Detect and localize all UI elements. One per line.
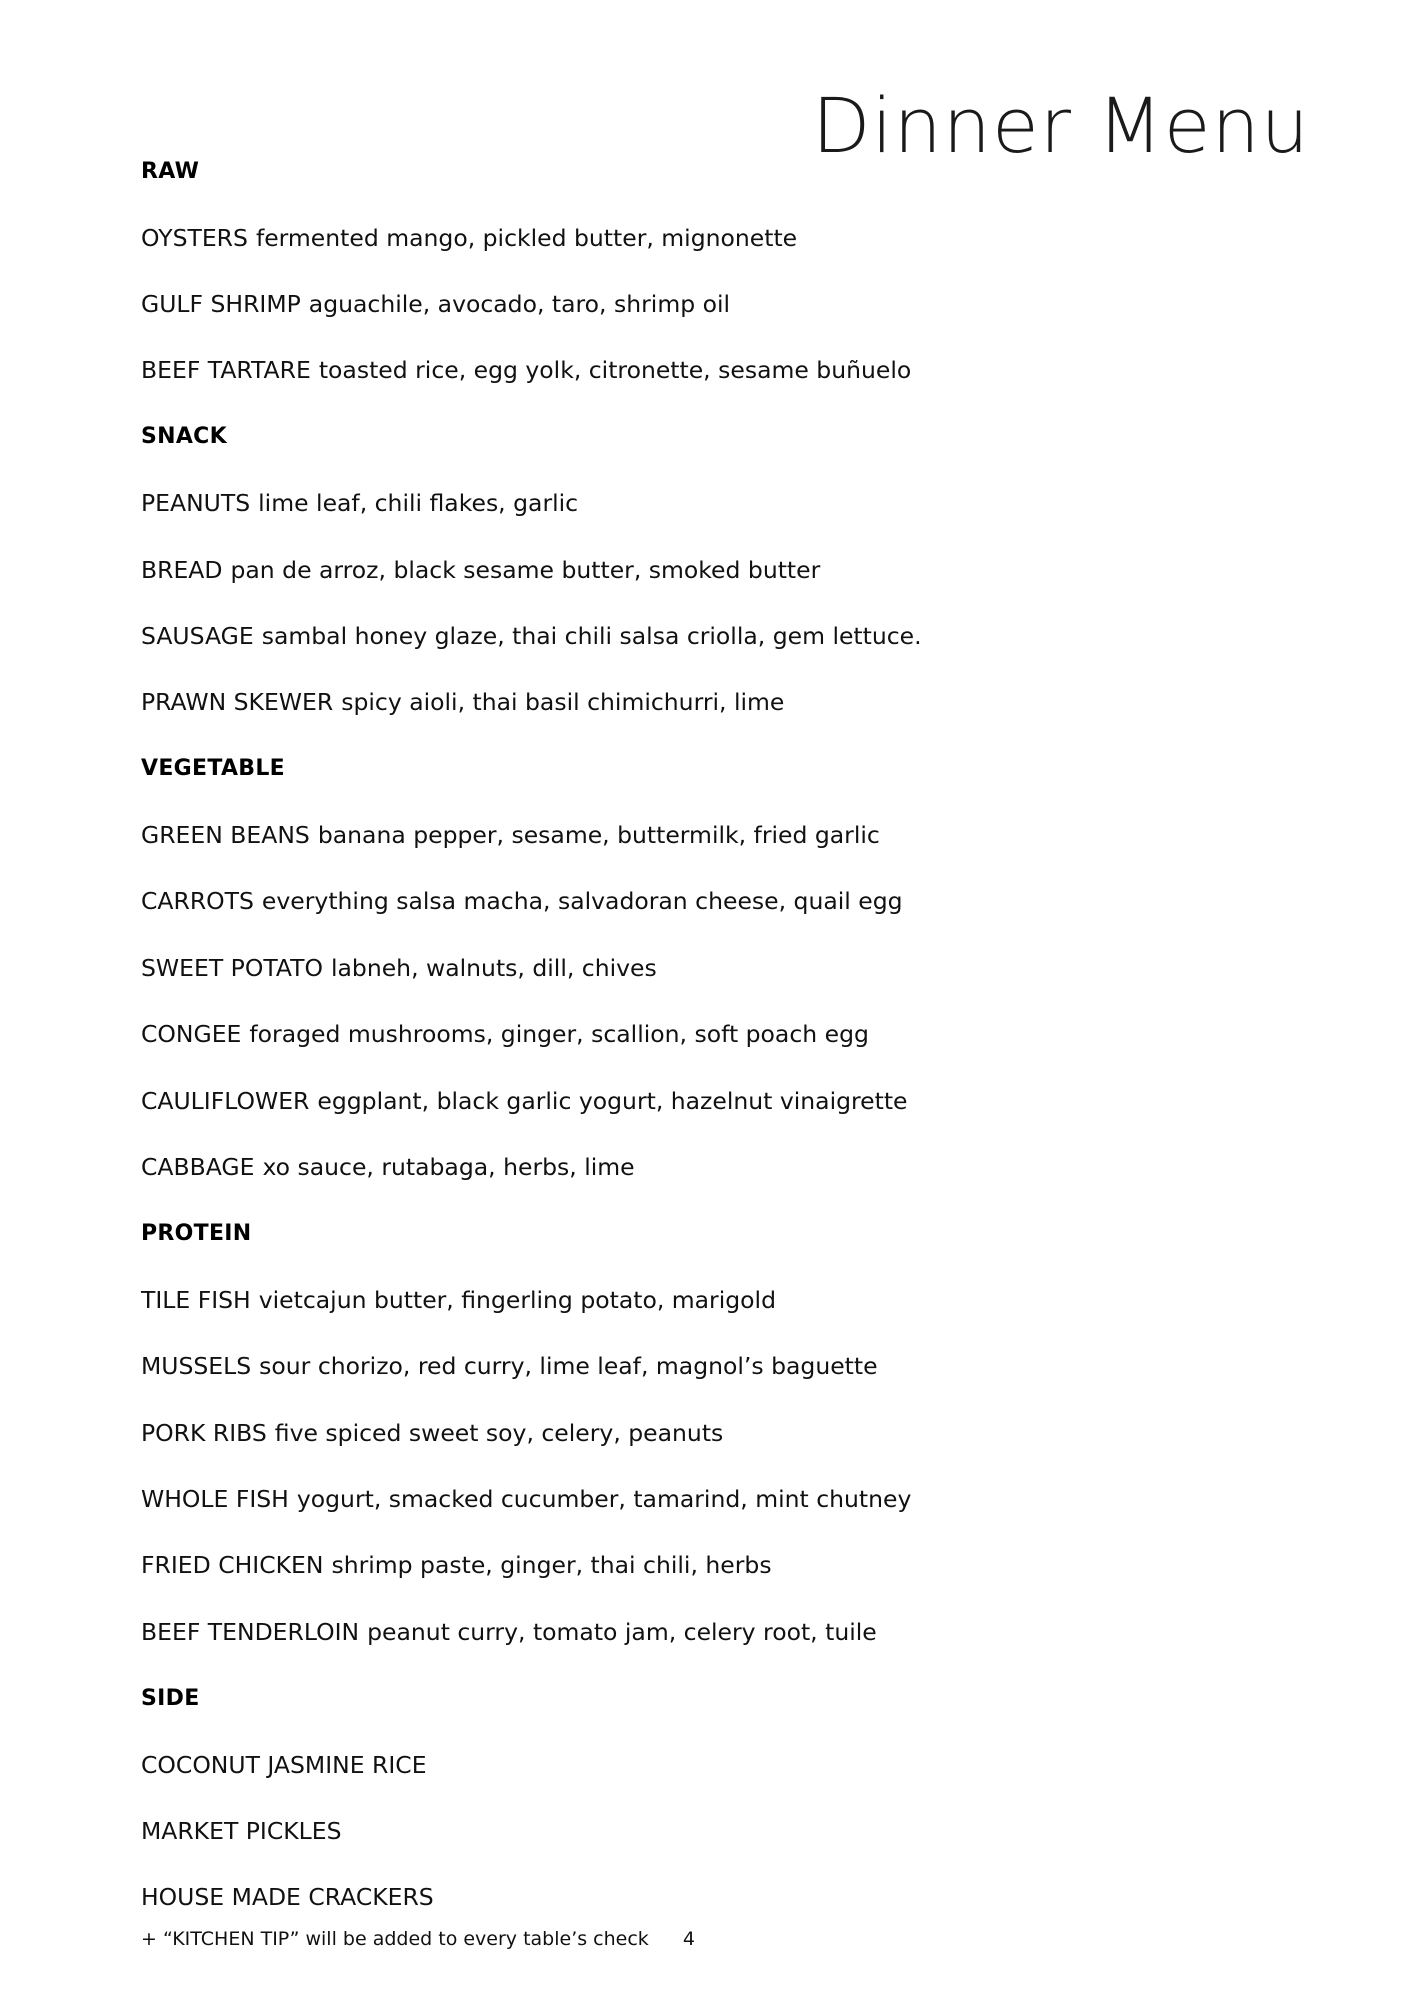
item-name: SWEET POTATO [141,953,323,982]
item-description: peanut curry, tomato jam, celery root, tuile [367,1617,877,1646]
item-description: xo sauce, rutabaga, herbs, lime [262,1153,635,1182]
page-number: 4 [682,1928,695,1950]
item-name: BEEF TENDERLOIN [141,1617,360,1646]
item-name: HOUSE MADE CRACKERS [141,1883,434,1912]
item-name: COCONUT JASMINE RICE [141,1750,427,1779]
menu-item [141,935,1241,1001]
menu-item [141,868,1241,934]
menu-item [141,1466,1241,1532]
item-name: PRAWN SKEWER [141,688,334,717]
section-heading-raw: RAW [141,158,200,184]
menu-item [141,1001,1241,1067]
menu-item [141,1599,1241,1665]
item-description: foraged mushrooms, ginger, scallion, soft poach egg [249,1020,869,1049]
menu-item [141,337,1241,403]
item-description: shrimp paste, ginger, thai chili, herbs [331,1551,772,1580]
item-name: BREAD [141,555,223,584]
item-description: toasted rice, egg yolk, citronette, sesame buñuelo [318,356,912,385]
menu-item [141,470,1241,536]
menu-item [141,669,1241,735]
item-description: five spiced sweet soy, celery, peanuts [274,1418,724,1447]
item-name: FRIED CHICKEN [141,1551,324,1580]
item-description: sour chorizo, red curry, lime leaf, magnol’s baguette [259,1352,878,1381]
item-name: CAULIFLOWER [141,1086,310,1115]
menu-item [141,802,1241,868]
item-name: BEEF TARTARE [141,356,311,385]
item-description: aguachile, avocado, taro, shrimp oil [308,289,731,318]
item-description: everything salsa macha, salvadoran cheese, quail egg [261,887,903,916]
section-heading-vegetable: VEGETABLE [141,756,285,782]
item-name: SAUSAGE [141,621,254,650]
menu-item [141,1267,1241,1333]
item-description: spicy aioli, thai basil chimichurri, lime [341,688,785,717]
item-name: CARROTS [141,887,254,916]
menu-list [141,138,1241,1931]
item-name: PORK RIBS [141,1418,267,1447]
menu-item [141,1798,1241,1864]
item-name: CONGEE [141,1020,242,1049]
item-name: MARKET PICKLES [141,1816,342,1845]
menu-item [141,1864,1241,1930]
item-name: MUSSELS [141,1352,252,1381]
footer [141,1928,695,1950]
menu-item [141,1134,1241,1200]
item-name: GULF SHRIMP [141,289,301,318]
item-description: sambal honey glaze, thai chili salsa criolla, gem lettuce. [261,621,922,650]
item-description: yogurt, smacked cucumber, tamarind, mint chutney [296,1485,912,1513]
item-description: pan de arroz, black sesame butter, smoked butter [230,555,821,584]
menu-item [141,1532,1241,1598]
menu-item [141,603,1241,669]
item-name: OYSTERS [141,223,248,252]
section-heading-snack: SNACK [141,424,227,450]
item-name: WHOLE FISH [141,1485,289,1513]
menu-item [141,204,1241,270]
item-description: fermented mango, pickled butter, mignonette [255,223,798,252]
menu-item [141,536,1241,602]
menu-item [141,1399,1241,1465]
item-name: CABBAGE [141,1153,255,1182]
item-description: lime leaf, chili flakes, garlic [258,489,579,518]
item-name: TILE FISH [141,1285,251,1314]
menu-item [141,1731,1241,1797]
section-heading-side: SIDE [141,1685,200,1711]
section-heading-protein: PROTEIN [141,1220,252,1246]
menu-item [141,271,1241,337]
item-description: banana pepper, sesame, buttermilk, fried garlic [317,821,880,850]
menu-item [141,1067,1241,1133]
item-name: PEANUTS [141,489,251,518]
item-name: GREEN BEANS [141,821,310,850]
item-description: labneh, walnuts, dill, chives [330,953,657,982]
item-description: eggplant, black garlic yogurt, hazelnut vinaigrette [317,1086,908,1115]
page-title: Dinner Menu [812,81,1310,170]
kitchen-tip-note: + “KITCHEN TIP” will be added to every table’s check [141,1928,649,1950]
item-description: vietcajun butter, fingerling potato, marigold [258,1285,776,1314]
menu-item [141,1333,1241,1399]
